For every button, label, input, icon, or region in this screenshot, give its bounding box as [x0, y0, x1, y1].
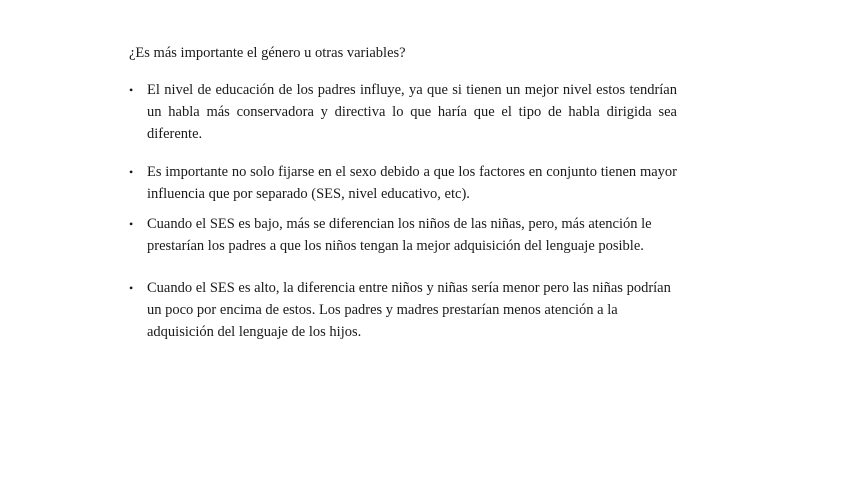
- bullet-text: Cuando el SES es bajo, más se diferencian los niños de las niñas, pero, más atención le prestarían los padres a que los niños tengan la mejor adquisición del lenguaje posible.: [147, 216, 652, 254]
- bullet-dot-icon: •: [129, 281, 134, 295]
- bullet-text: Es importante no solo fijarse en el sexo debido a que los factores en conjunto tienen mayor influencia que por separado (SES, nivel educativo, etc).: [147, 164, 677, 202]
- bullet-item-low-ses: [129, 213, 677, 257]
- bullet-item-factors: [129, 161, 677, 205]
- bullet-text: El nivel de educación de los padres influye, ya que si tienen un mejor nivel estos tendrían un habla más conservadora y directiva lo que haría que el tipo de habla dirigida sea diferente.: [147, 82, 677, 142]
- bullet-dot-icon: •: [129, 83, 134, 97]
- bullet-dot-icon: •: [129, 217, 134, 231]
- bullet-item-high-ses: [129, 277, 677, 343]
- bullet-item-education: [129, 79, 677, 145]
- bullet-text: Cuando el SES es alto, la diferencia entre niños y niñas sería menor pero las niñas podrían un poco por encima de estos. Los padres y madres prestarían menos atención a la adquisición del lenguaje de los hijos.: [147, 280, 671, 340]
- bullet-dot-icon: •: [129, 165, 134, 179]
- question-heading: ¿Es más importante el género u otras variables?: [129, 45, 406, 61]
